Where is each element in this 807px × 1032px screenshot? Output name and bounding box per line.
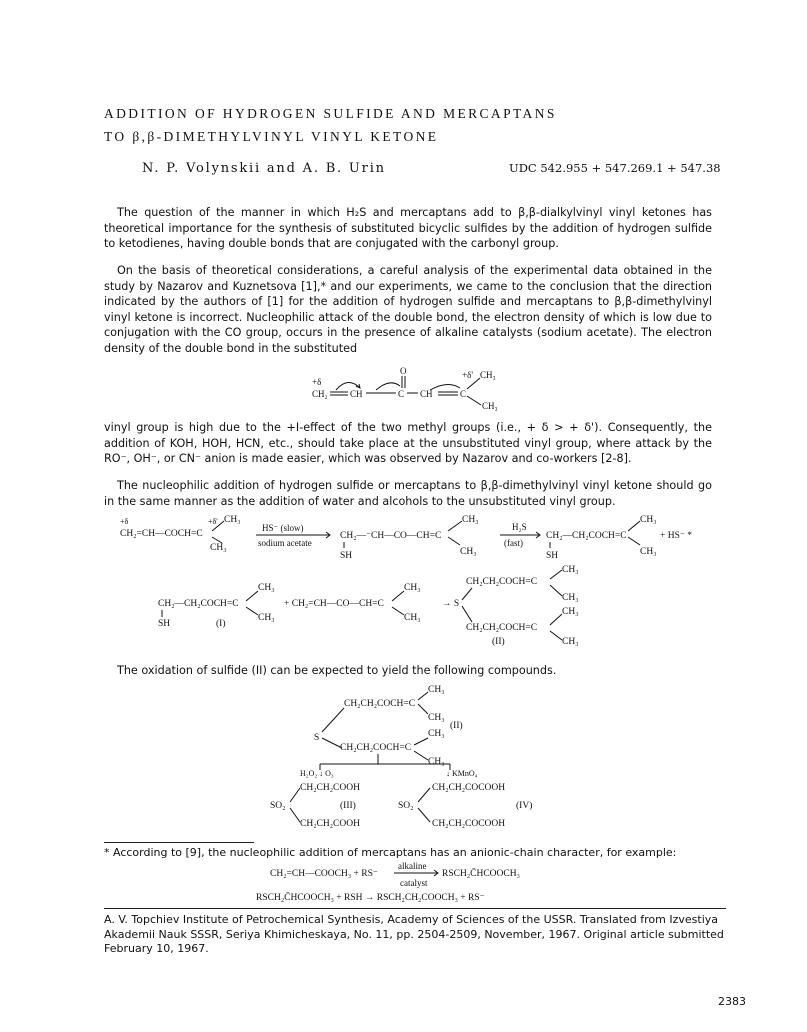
iii-so2: SO₂ [270, 801, 286, 811]
paragraph-2: On the basis of theoretical considerations, a careful analysis of the experimental data obtained in the study by Nazarov and Kuznetsova [1],* and our experiments, we came to the conclusion that the direction indicated by the authors of [1] for the addition of hydrogen sulfide and mercaptans to β,β-dimethylvinyl vinyl ketone is incorrect. Nucleophilic attack of the double bond, the electron density of which is low due to conjugation with the CO group, occurs in the presence of alkaline catalysts (sodium acetate). The electron density of the double bond in the substituted [104, 264, 712, 355]
eq1-arrow-bottom: catalyst [400, 878, 428, 888]
arrow2-bottom-label: (fast) [504, 538, 523, 548]
iv-upper-chain: CH₂CH₂COCOOH [432, 783, 506, 793]
reagent-ch3-bottom: CH₃ [404, 613, 421, 623]
compound-ii-label: (II) [492, 637, 505, 647]
paragraph-3: vinyl group is high due to the +I-effect of the two methyl groups (i.e., + δ > + δ'). Consequently, the addition of KOH, HOH, HCN, etc., should take place at the unsubstituted vinyl group, where attack by the RO⁻, OH⁻, or CN⁻ anion is made easier, which was observed by Nazarov and co-workers [2-8]. [104, 421, 712, 466]
reactant-formula: CH₂=CH—COCH=C [120, 529, 203, 539]
ch2-label: CH₂ [312, 389, 328, 399]
intermediate-ch3-bottom: CH₃ [460, 547, 477, 557]
iii-upper-chain: CH₂CH₂COOH [300, 783, 360, 793]
left-reagents: H₂O₂ ↓ O₃ [300, 769, 334, 778]
footnote-text: * According to [9], the nucleophilic addition of mercaptans has an anionic-chain character, for example: [104, 846, 677, 859]
eq1-arrow-top: alkaline [398, 861, 427, 871]
upper-ch3-top: CH₃ [562, 565, 579, 575]
lower-ch3-top: CH₃ [562, 607, 579, 617]
lower-ch3-bottom: CH₃ [562, 637, 579, 647]
reactant-ch3-top: CH₃ [224, 515, 241, 525]
iv-label: (IV) [516, 801, 533, 811]
paragraph-1: The question of the manner in which H₂S and mercaptans add to β,β-dialkylvinyl vinyl ketones has theoretical importance for the synthesis of substituted bicyclic sulfides by the addition of hydrogen sulfide to ketodienes, having double bonds that are conjugated with the carbonyl group. [104, 206, 712, 251]
arrow-to-sulfur: → S [442, 599, 460, 609]
page-number: 2383 [718, 995, 746, 1008]
iii-lower-chain: CH₂CH₂COOH [300, 819, 360, 829]
upper-ch3-bottom: CH₃ [562, 593, 579, 603]
c-end-label: C [460, 389, 467, 399]
iv-so2: SO₂ [398, 801, 414, 811]
product-ch3-bottom: CH₃ [640, 547, 657, 557]
eq1-left: CH₂=CH—COOCH₃ + RS⁻ [270, 869, 378, 879]
ch3-top-label: CH₃ [480, 370, 496, 380]
ch3-bottom-label: CH₃ [482, 401, 498, 411]
intermediate-ch3-top: CH₃ [462, 515, 479, 525]
arrow1-bottom-label: sodium acetate [258, 538, 312, 548]
product-ch3-top: CH₃ [640, 515, 657, 525]
iii-label: (III) [340, 801, 356, 811]
eq1-right: RSCH₂C̄HCOOCH₃ [442, 869, 520, 879]
arrow1-top-label: HS⁻ (slow) [262, 523, 304, 533]
lower-chain-formula: CH₂CH₂COCH=C [466, 623, 538, 633]
mid-ch3-b: CH₃ [428, 729, 445, 739]
mid-ch3-a: CH₃ [428, 713, 445, 723]
c-carbonyl-label: C [398, 389, 405, 399]
upper-ch3: CH₃ [428, 685, 445, 695]
footnote-separator [104, 842, 254, 843]
reactant-ch3-bottom: CH₃ [210, 543, 227, 553]
lower-chain: CH₂CH₂COCH=C [340, 743, 412, 753]
affiliation-separator [104, 908, 726, 909]
formula-dimethylvinyl-ketone [300, 364, 510, 420]
compound-i-formula: CH₂—CH₂COCH=C [158, 599, 239, 609]
title-line-2: TO β,β-DIMETHYLVINYL VINYL KETONE [104, 129, 439, 144]
compound-i-ch3-bottom: CH₃ [258, 613, 275, 623]
plus-reagent-formula: + CH₂=CH—CO—CH=C [284, 599, 384, 609]
reactant-delta-prime: +δ' [208, 517, 218, 526]
title-line-1: ADDITION OF HYDROGEN SULFIDE AND MERCAPTANS [104, 106, 557, 121]
affiliation: A. V. Topchiev Institute of Petrochemical Synthesis, Academy of Sciences of the USSR. Translated from Izvestiya Akademii Nauk SSSR, Seriya Khimicheskaya, No. 11, pp. 2504-2509, November, 1967. Original article submitted February 10, 1967. [104, 913, 724, 955]
eq2: RSCH₂C̄HCOOCH₃ + RSH → RSCH₂CH₂COOCH₃ + RS⁻ [256, 893, 485, 903]
lower-ch3: CH₃ [428, 757, 445, 767]
compound-i-ch3-top: CH₃ [258, 583, 275, 593]
sulfur-atom: S [314, 733, 320, 743]
reaction-scheme-1 [100, 512, 720, 566]
iv-lower-chain: CH₂CH₂COCOOH [432, 819, 506, 829]
intermediate-sh: SH [340, 551, 353, 561]
product-sh: SH [546, 551, 559, 561]
udc-code: UDC 542.955 + 547.269.1 + 547.38 [509, 161, 721, 175]
intermediate-formula: CH₂—⁻CH—CO—CH=C [340, 531, 442, 541]
ch-b-label: CH [420, 389, 433, 399]
product-formula: CH₂—CH₂COCH=C [546, 531, 627, 541]
upper-chain: CH₂CH₂COCH=C [344, 699, 416, 709]
footnote-equations [250, 860, 610, 910]
authors: N. P. Volynskii and A. B. Urin [142, 161, 386, 176]
right-reagent: ↓ KMnO₄ [446, 769, 478, 778]
upper-chain-formula: CH₂CH₂COCH=C [466, 577, 538, 587]
compound-i-label: (I) [216, 619, 226, 629]
oxidation-scheme [260, 680, 550, 838]
paragraph-4: The nucleophilic addition of hydrogen sulfide or mercaptans to β,β-dimethylvinyl vinyl ketone should go in the same manner as the addition of water and alcohols to the unsubstituted vinyl group. [104, 479, 712, 508]
plus-hs-anion: + HS⁻ * [660, 531, 693, 541]
compound-i-sh: SH [158, 619, 171, 629]
reaction-scheme-2 [100, 564, 620, 650]
label-ii: (II) [450, 721, 463, 731]
ch-label: CH [350, 389, 363, 399]
reagent-ch3-top: CH₃ [404, 583, 421, 593]
paragraph-5: The oxidation of sulfide (II) can be expected to yield the following compounds. [117, 664, 557, 677]
delta-plus-label: +δ [312, 377, 322, 387]
delta-prime-label: +δ' [462, 370, 473, 380]
oxygen-label: O [400, 366, 407, 376]
arrow2-top-label: H₂S [512, 522, 527, 532]
reactant-delta: +δ [120, 517, 129, 526]
